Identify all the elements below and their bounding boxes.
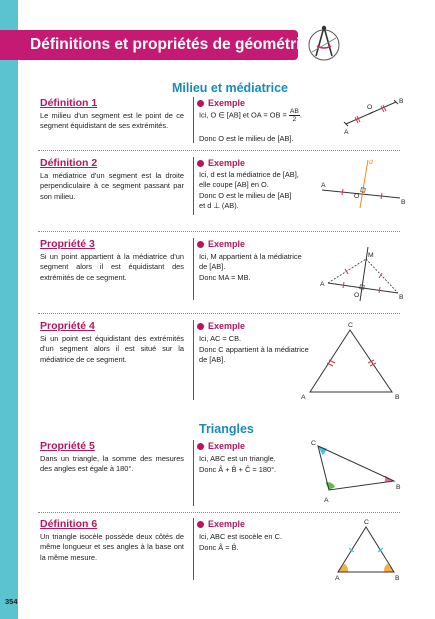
block-divider-3: [193, 238, 194, 300]
property-4-title: Propriété 4: [40, 320, 95, 332]
example-bullet-icon: [197, 100, 204, 107]
example-bullet-icon: [197, 160, 204, 167]
example-2-line-2: elle coupe [AB] en O.: [199, 180, 269, 189]
separator-3: [38, 313, 400, 314]
example-4-line-2: Donc C appartient à la médiatrice: [199, 345, 309, 354]
label-point-c: C: [364, 519, 369, 526]
example-4-title: Exemple: [197, 321, 245, 331]
label-point-c: C: [348, 322, 353, 329]
example-1-line-1: Ici, O ∈ [AB] et OA = OB = $\frac{AB}{2}$ .: [199, 108, 302, 123]
figure-point-on-bisector: [318, 243, 410, 303]
example-1-line-2: Donc O est le milieu de [AB].: [199, 134, 294, 143]
property-5-text: Dans un triangle, la somme des mesures des angles est égale à 180°.: [40, 454, 184, 474]
label-point-b: B: [395, 575, 400, 582]
example-3-title: Exemple: [197, 239, 245, 249]
block-divider-4: [193, 320, 194, 400]
example-3-line-2: de [AB].: [199, 262, 226, 271]
example-bullet-icon: [197, 241, 204, 248]
definition-1-title: Définition 1: [40, 97, 98, 109]
example-6-line-1: Ici, ABC est isocèle en C.: [199, 532, 282, 541]
example-5-line-2: Donc Â + B̂ + Ĉ = 180°.: [199, 465, 277, 474]
property-4-text: Si un point est équidistant des extrémités d'un segment alors il est situé sur la médiatrice de ce segment.: [40, 334, 184, 364]
example-3-line-3: Donc MA = MB.: [199, 273, 251, 282]
label-point-b: B: [401, 199, 406, 206]
label-point-b: B: [396, 484, 401, 491]
label-line-d: d: [369, 159, 373, 166]
side-color-strip: [0, 0, 18, 619]
example-2-line-4: et d ⊥ (AB).: [199, 201, 239, 210]
page-title: Définitions et propriétés de géométrie: [30, 36, 310, 53]
example-5-title: Exemple: [197, 441, 245, 451]
example-3-line-1: Ici, M appartient à la médiatrice: [199, 252, 302, 261]
block-divider-5: [193, 440, 194, 506]
page-number: 354: [5, 597, 18, 606]
label-point-b: B: [399, 98, 404, 105]
example-4-line-1: Ici, AC = CB.: [199, 334, 242, 343]
example-bullet-icon: [197, 521, 204, 528]
example-1-title: Exemple: [197, 98, 245, 108]
label-point-a: A: [344, 129, 349, 136]
separator-2: [38, 231, 400, 232]
definition-2-text: La médiatrice d'un segment est la droite perpendiculaire à ce segment passant par son milieu.: [40, 171, 184, 201]
figure-perpendicular-bisector: [318, 156, 410, 210]
label-point-a: A: [321, 182, 326, 189]
block-divider-1: [193, 97, 194, 143]
label-point-o: O: [367, 104, 373, 111]
label-point-a: A: [301, 394, 306, 401]
example-2-line-1: Ici, d est la médiatrice de [AB],: [199, 170, 299, 179]
label-point-o: O: [354, 292, 360, 299]
figure-equidistant-point: [300, 318, 410, 404]
label-point-b: B: [395, 394, 400, 401]
label-point-m: M: [368, 252, 374, 259]
fraction-ab-over-2: $\frac{AB}{2}$: [289, 108, 299, 123]
example-bullet-icon: [197, 323, 204, 330]
property-5-title: Propriété 5: [40, 440, 95, 452]
example-4-line-3: de [AB].: [199, 355, 226, 364]
separator-1: [38, 150, 400, 151]
example-bullet-icon: [197, 443, 204, 450]
property-3-title: Propriété 3: [40, 238, 95, 250]
label-point-b: B: [399, 294, 404, 301]
example-2-line-3: Donc O est le milieu de [AB]: [199, 191, 292, 200]
definition-6-text: Un triangle isocèle possède deux côtés de même longueur et ses angles à la base ont la même mesure.: [40, 532, 184, 562]
example-6-line-2: Donc Â = B̂.: [199, 543, 239, 552]
block-divider-2: [193, 157, 194, 215]
separator-4: [38, 512, 400, 513]
figure-isosceles-triangle: [326, 514, 410, 584]
definition-6-title: Définition 6: [40, 518, 98, 530]
section-title-milieu: Milieu et médiatrice: [172, 81, 289, 95]
example-6-title: Exemple: [197, 519, 245, 529]
label-point-c: C: [311, 440, 316, 447]
label-point-o: O: [354, 193, 360, 200]
property-3-text: Si un point appartient à la médiatrice d'un segment alors il est équidistant des extrémités de ce segment.: [40, 252, 184, 282]
section-title-triangles: Triangles: [199, 422, 254, 436]
figure-midpoint: [338, 94, 408, 138]
example-2-title: Exemple: [197, 158, 245, 168]
definition-1-text: Le milieu d'un segment est le point de ce segment équidistant de ses extrémités.: [40, 111, 184, 131]
figure-triangle-angle-sum: [306, 436, 408, 506]
definition-2-title: Définition 2: [40, 157, 98, 169]
label-point-a: A: [320, 281, 325, 288]
block-divider-6: [193, 518, 194, 580]
label-point-a: A: [324, 497, 329, 504]
example-5-line-1: Ici, ABC est un triangle.: [199, 454, 276, 463]
compass-logo-icon: [306, 24, 342, 64]
label-point-a: A: [335, 575, 340, 582]
